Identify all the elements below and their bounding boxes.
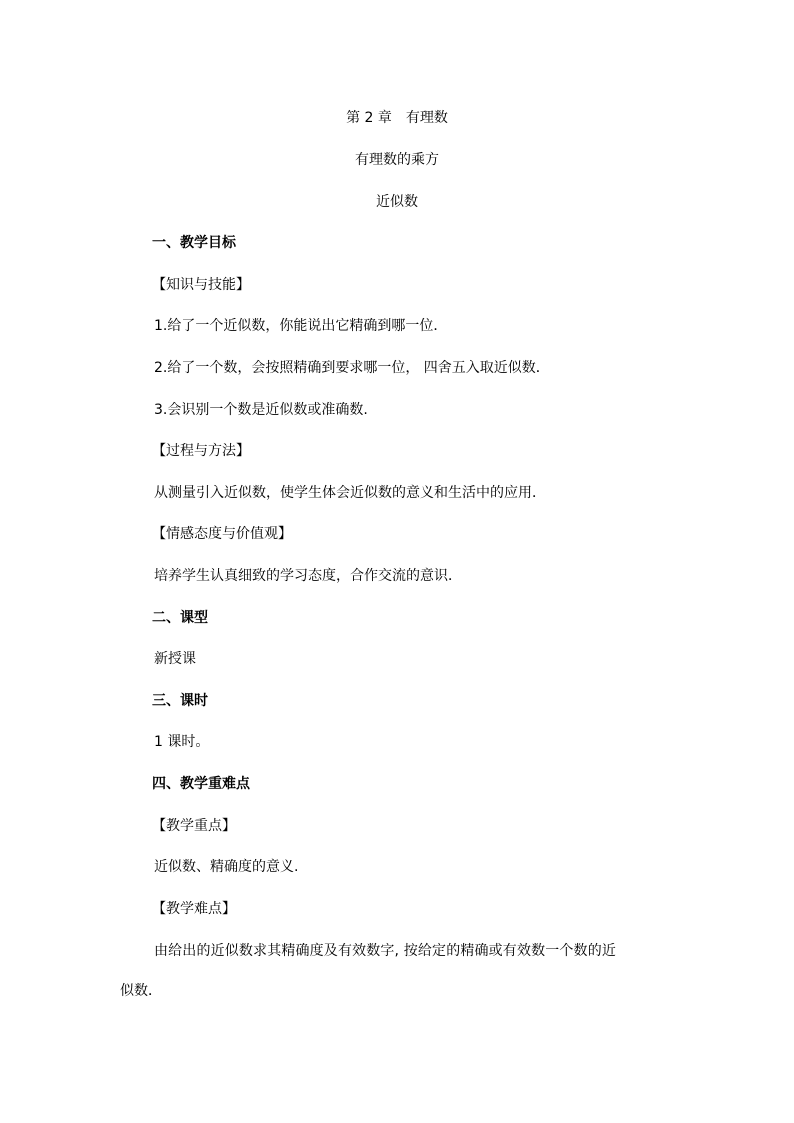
- key-points-heading: 四、教学重难点: [152, 776, 250, 792]
- chapter-title: 第 2 章 有理数: [346, 110, 448, 126]
- emotion-label: 【情感态度与价值观】: [152, 526, 292, 542]
- goals-heading: 一、教学目标: [152, 235, 236, 251]
- knowledge-item-1: 1.给了一个近似数，你能说出它精确到哪一位．: [154, 318, 448, 334]
- hours-text: 1 课时。: [154, 734, 210, 750]
- difficulty-line-2: 似数．: [120, 983, 162, 999]
- section-title: 有理数的乘方: [355, 152, 439, 168]
- process-label: 【过程与方法】: [152, 443, 250, 459]
- knowledge-label: 【知识与技能】: [152, 277, 250, 293]
- process-text: 从测量引入近似数，使学生体会近似数的意义和生活中的应用．: [154, 485, 546, 501]
- lesson-type-heading: 二、课型: [152, 610, 208, 626]
- knowledge-item-2: 2.给了一个数，会按照精确到要求哪一位， 四舍五入取近似数．: [154, 360, 550, 376]
- difficulty-line-1: 由给出的近似数求其精确度及有效数字, 按给定的精确或有效数一个数的近: [154, 943, 616, 959]
- topic-title: 近似数: [376, 194, 418, 210]
- difficulty-label: 【教学难点】: [152, 901, 236, 917]
- focus-label: 【教学重点】: [152, 818, 236, 834]
- lesson-type-text: 新授课: [154, 651, 196, 667]
- emotion-text: 培养学生认真细致的学习态度，合作交流的意识．: [154, 568, 462, 584]
- knowledge-item-3: 3.会识别一个数是近似数或准确数.: [154, 402, 368, 418]
- hours-heading: 三、课时: [152, 693, 208, 709]
- focus-text: 近似数、精确度的意义.: [154, 859, 299, 875]
